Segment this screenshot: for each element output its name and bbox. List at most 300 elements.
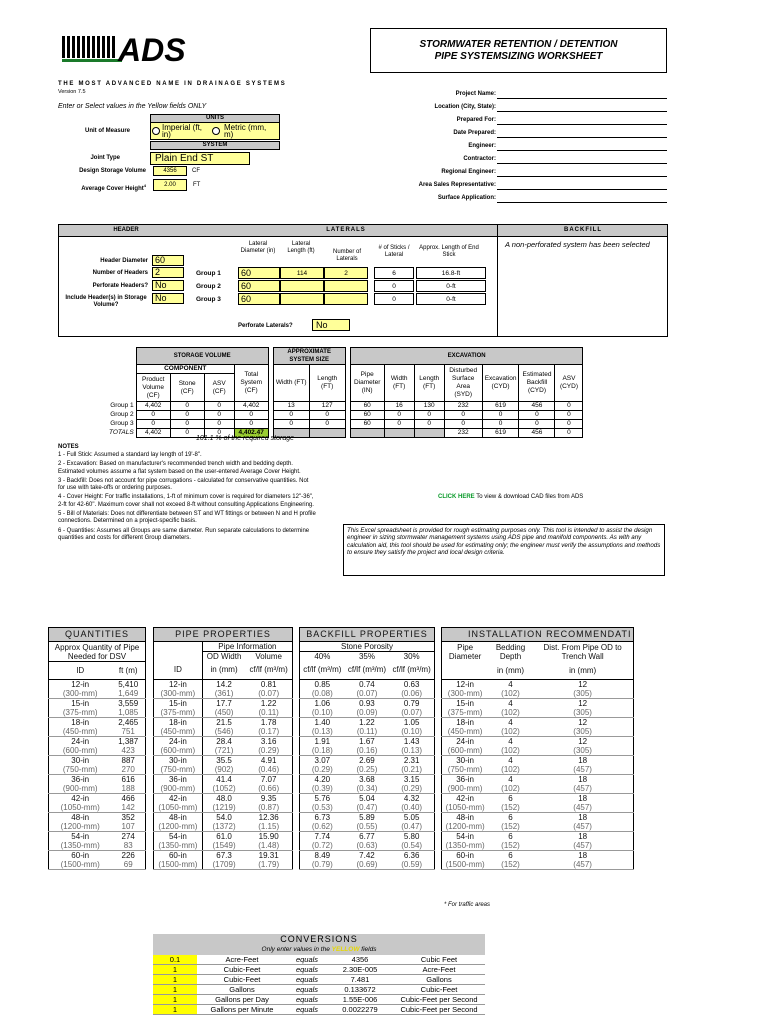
storage-percentage: 101.1 % of the required storage <box>195 435 295 442</box>
project-field-label: Contractor: <box>463 156 496 162</box>
average-cover-height-text: Average Cover Height <box>81 186 144 192</box>
stone-35-m: (0.09) <box>345 708 390 718</box>
table-row <box>154 822 293 832</box>
worksheet-title-line1: STORMWATER RETENTION / DETENTION <box>419 39 618 50</box>
volume-m: (1.48) <box>245 841 292 851</box>
project-field-label: Date Prepared: <box>453 130 496 136</box>
pipe-id: 54-in <box>154 831 203 841</box>
pipe-id-mm: (375-mm) <box>154 708 203 718</box>
totals-label: TOTALS <box>109 429 134 436</box>
lateral-diameter-input[interactable]: 60 <box>238 293 280 305</box>
pipe-id-mm: (300-mm) <box>154 689 203 699</box>
conversion-input[interactable]: 1 <box>153 965 197 975</box>
end-stick-length-value: 0-ft <box>416 293 486 305</box>
include-headers-select[interactable]: No <box>152 293 184 304</box>
head-row <box>154 652 293 662</box>
conversions-title: CONVERSIONS <box>153 934 485 945</box>
table-row <box>154 793 293 803</box>
lateral-diameter-input[interactable]: 60 <box>238 280 280 292</box>
approx-value: 0 <box>273 411 309 420</box>
table-cell <box>107 365 136 374</box>
bedding-depth: 6 <box>508 851 513 860</box>
total-system-head: Total System (CF) <box>234 365 268 402</box>
conversion-row <box>153 995 485 1005</box>
pipe-id: 54-in <box>71 832 90 841</box>
storage-value: 0 <box>136 420 170 429</box>
pipe-id: 12-in <box>154 679 203 689</box>
conversion-row <box>153 1005 485 1015</box>
table-row <box>154 717 293 727</box>
project-field-row <box>380 115 670 127</box>
disclaimer-box: This Excel spreadsheet is provided for rough estimating purposes only. This tool is intended to assist the design engineer in sizing stormwater management systems using ADS pipe and manifold components. As with any calculation aid, this tool should be used for estimating only; the engineer must verify the assumptions and methods to ensure they satisfy the project and local design criteria. <box>343 524 665 576</box>
project-field-input[interactable] <box>497 167 667 177</box>
pipe-id: 48-in <box>71 813 90 822</box>
table-row <box>442 737 634 747</box>
id-head: ID <box>49 662 112 680</box>
backfill-divider <box>497 224 498 337</box>
stone-30-m: (0.06) <box>389 689 434 699</box>
table-row <box>154 765 293 775</box>
pipe-diameter-mm: (1200-mm) <box>442 822 489 832</box>
pipe-id: 18-in <box>154 717 203 727</box>
table-row <box>442 832 634 842</box>
quantities-subtitle: Approx Quantity of Pipe Needed for DSV <box>49 642 146 662</box>
excavation-value: 0 <box>444 411 482 420</box>
project-field-label: Prepared For: <box>456 117 496 123</box>
number-of-headers-input[interactable]: 2 <box>152 267 184 278</box>
od-width-mm: (1372) <box>202 822 245 832</box>
conv-sub-post: fields <box>359 946 377 953</box>
excavation-total: 232 <box>444 429 482 438</box>
project-field-input[interactable] <box>497 128 667 138</box>
conversion-from-unit: Gallons per Day <box>197 995 287 1005</box>
conversion-input[interactable]: 1 <box>153 985 197 995</box>
stone-40-m: (0.79) <box>300 860 345 870</box>
group-label: Group 3 <box>110 420 134 427</box>
excavation-value: 16 <box>384 402 414 411</box>
excavation-value: 619 <box>482 402 519 411</box>
stone-35-m: (0.11) <box>345 727 390 737</box>
volume: 9.35 <box>260 793 277 803</box>
lateral-diameter-input[interactable]: 60 <box>238 267 280 279</box>
stone-30: 0.79 <box>403 698 420 708</box>
project-field-input[interactable] <box>497 115 667 125</box>
table-row <box>300 841 435 851</box>
storage-subhead-row <box>107 365 583 374</box>
conversion-from-unit: Cubic-Feet <box>197 965 287 975</box>
od-width-mm: (1549) <box>202 841 245 851</box>
qty-ft: 226 <box>121 851 135 860</box>
pipe-diameter: 48-in <box>456 813 475 822</box>
pipe-id: 15-in <box>154 698 203 708</box>
table-row <box>300 765 435 775</box>
storage-group-row <box>107 402 583 411</box>
conversion-from-unit: Gallons per Minute <box>197 1005 287 1015</box>
stone-40: 8.49 <box>314 850 331 860</box>
average-cover-height-input[interactable]: 2.00 <box>153 179 187 191</box>
trench-dist: 18 <box>578 756 588 765</box>
title-row <box>442 628 634 642</box>
table-row <box>49 680 146 690</box>
porosity-head: 30% <box>403 652 420 661</box>
table-row <box>300 860 435 870</box>
pipe-id: 48-in <box>154 812 203 822</box>
pipe-properties-title: PIPE PROPERTIES <box>154 628 293 642</box>
od-width: 17.7 <box>216 698 232 708</box>
stone-30-m: (0.40) <box>389 803 434 813</box>
pipe-id: 60-in <box>71 851 90 860</box>
project-field-label: Engineer: <box>468 143 496 149</box>
stone-35: 1.67 <box>359 736 375 746</box>
note-item: 6 - Quantities: Assumes all Groups are same diameter. Run separate calculations to determine quantities and costs for different Group diameters. <box>58 527 310 541</box>
project-field-row <box>380 89 670 101</box>
pipe-id: 30-in <box>71 756 90 765</box>
exc-head: Disturbed Surface Area (SYD) <box>444 365 482 402</box>
volume-m: (1.79) <box>245 860 292 870</box>
lateral-length-input[interactable]: 114 <box>280 267 324 279</box>
pipe-id-mm: (750-mm) <box>49 765 112 775</box>
number-of-laterals-input[interactable] <box>324 280 368 292</box>
table-row <box>300 698 435 708</box>
trench-dist-mm: (305) <box>533 689 633 699</box>
storage-volume-title: STORAGE VOLUME <box>136 348 268 365</box>
storage-value: 0 <box>170 420 204 429</box>
approx-value: 0 <box>273 420 309 429</box>
table-row <box>442 822 634 832</box>
volume-m: (1.15) <box>245 822 292 832</box>
table-row <box>49 803 146 813</box>
stone-30-m: (0.10) <box>389 727 434 737</box>
excavation-value: 0 <box>555 411 583 420</box>
table-row <box>154 689 293 699</box>
project-field-label: Project Name: <box>455 91 496 97</box>
volume: 1.78 <box>260 717 277 727</box>
excavation-value: 0 <box>519 411 555 420</box>
porosity-head: 40% <box>314 652 331 661</box>
table-row <box>49 775 146 785</box>
stone-30-m: (0.13) <box>389 746 434 756</box>
porosity-unit: cf/lf (m³/m) <box>345 661 390 679</box>
cell <box>154 642 203 652</box>
stone-30: 1.05 <box>403 717 420 727</box>
table-row <box>300 755 435 765</box>
total-value: 0 <box>170 429 204 438</box>
exc-head: Pipe Diameter (IN) <box>350 365 384 402</box>
cad-link-row <box>438 494 583 501</box>
perforate-headers-select[interactable]: No <box>152 280 184 291</box>
lateral-length-input[interactable] <box>280 280 324 292</box>
equals-label: equals <box>287 1005 327 1015</box>
table-row <box>154 679 293 689</box>
stone-35: 0.93 <box>359 698 375 708</box>
stone-30: 3.15 <box>403 774 420 784</box>
od-width: 28.4 <box>216 736 232 746</box>
trench-dist-mm: (457) <box>533 860 633 870</box>
table-row <box>442 708 634 718</box>
bedding-depth: 4 <box>508 775 513 784</box>
pipe-diameter-mm: (1500-mm) <box>442 860 489 870</box>
volume-unit: CF <box>192 168 200 174</box>
stone-40-m: (0.53) <box>300 803 345 813</box>
stone-porosity-subtitle: Stone Porosity <box>300 642 435 652</box>
sticks-per-lateral-value: 6 <box>374 267 414 279</box>
table-row <box>49 765 146 775</box>
conversion-input[interactable]: 1 <box>153 995 197 1005</box>
pipe-diameter: 15-in <box>456 699 475 708</box>
stone-30: 2.31 <box>403 755 420 765</box>
sub-row <box>154 642 293 652</box>
conversion-result: 2.30E-005 <box>327 965 393 975</box>
table-row <box>300 727 435 737</box>
od-width-mm: (1709) <box>202 860 245 870</box>
lateral-length-head: Lateral Length (ft) <box>287 241 315 254</box>
project-field-row <box>380 128 670 140</box>
table-row <box>154 698 293 708</box>
excavation-total <box>414 429 444 438</box>
qty-ft: 2,465 <box>118 718 139 727</box>
stone-40-m: (0.39) <box>300 784 345 794</box>
od-width: 35.5 <box>216 755 232 765</box>
table-row <box>300 831 435 841</box>
laterals-section-title: LATERALS <box>326 227 366 233</box>
approx-value: 0 <box>309 420 345 429</box>
pipe-id-mm: (1200-mm) <box>49 822 112 832</box>
qty-m: 188 <box>111 784 145 794</box>
table-row <box>300 774 435 784</box>
conversion-input[interactable]: 0.1 <box>153 955 197 965</box>
table-row <box>300 736 435 746</box>
pipe-id: 42-in <box>154 793 203 803</box>
pipe-diameter-mm: (600-mm) <box>442 746 489 756</box>
project-field-input[interactable] <box>497 193 667 203</box>
table-row <box>442 699 634 709</box>
sticks-per-lateral-value: 0 <box>374 280 414 292</box>
table-row <box>154 850 293 860</box>
component-head: COMPONENT <box>136 365 234 374</box>
trench-dist-mm: (457) <box>533 822 633 832</box>
trench-dist: 18 <box>578 794 588 803</box>
pipe-diameter: 60-in <box>456 851 475 860</box>
trench-dist: 12 <box>578 680 588 689</box>
ads-logo <box>62 34 194 70</box>
stone-40-m: (0.18) <box>300 746 345 756</box>
pipe-id-mm: (750-mm) <box>154 765 203 775</box>
stone-40-m: (0.29) <box>300 765 345 775</box>
equals-label: equals <box>287 955 327 965</box>
perforate-headers-label: Perforate Headers? <box>92 283 148 289</box>
trench-dist: 18 <box>578 813 588 822</box>
pipe-diameter-mm: (750-mm) <box>442 765 489 775</box>
table-row <box>300 746 435 756</box>
unit-of-measure-label: Unit of Measure <box>84 128 130 134</box>
stone-35: 7.42 <box>359 850 375 860</box>
conversion-to-unit: Cubic-Feet per Second <box>393 1005 485 1015</box>
project-field-input[interactable] <box>497 89 667 99</box>
backfill-properties-title: BACKFILL PROPERTIES <box>300 628 435 642</box>
number-of-laterals-input[interactable] <box>324 293 368 305</box>
od-width-mm: (546) <box>202 727 245 737</box>
bedding-depth-mm: (152) <box>488 803 533 813</box>
joint-type-select[interactable]: Plain End ST <box>150 152 250 165</box>
instruction-text: Enter or Select values in the Yellow fields ONLY <box>58 103 207 110</box>
table-row <box>49 860 146 870</box>
pipe-id-mm: (600-mm) <box>154 746 203 756</box>
pipe-id-mm: (1350-mm) <box>49 841 112 851</box>
project-field-row <box>380 102 670 114</box>
table-row <box>442 775 634 785</box>
conversion-input[interactable]: 1 <box>153 975 197 985</box>
conversions-table <box>153 934 485 1015</box>
head-row <box>300 652 435 662</box>
header-diameter-input[interactable]: 60 <box>152 255 184 266</box>
notes-title: NOTES <box>58 444 79 450</box>
click-here-link[interactable]: CLICK HERE <box>438 494 475 500</box>
bedding-depth-mm: (102) <box>488 784 533 794</box>
table-row <box>300 803 435 813</box>
pipe-diameter: 24-in <box>456 737 475 746</box>
bedding-depth-mm: (102) <box>488 746 533 756</box>
stone-40: 7.74 <box>314 831 331 841</box>
number-of-laterals-input[interactable]: 2 <box>324 267 368 279</box>
table-row <box>154 803 293 813</box>
bedding-depth: 6 <box>508 832 513 841</box>
bedding-depth-mm: (152) <box>488 822 533 832</box>
stone-40: 6.73 <box>314 812 331 822</box>
conversion-to-unit: Cubic-Feet <box>393 985 485 995</box>
metric-radio[interactable] <box>212 127 220 135</box>
head-row <box>49 662 146 680</box>
equals-label: equals <box>287 985 327 995</box>
table-row <box>154 755 293 765</box>
table-row <box>49 794 146 804</box>
stone-35-m: (0.07) <box>345 689 390 699</box>
excavation-value: 0 <box>384 420 414 429</box>
pipe-id: 36-in <box>71 775 90 784</box>
conversion-input[interactable]: 1 <box>153 1005 197 1015</box>
stone-35: 0.74 <box>359 679 375 689</box>
qty-m: 423 <box>111 746 145 756</box>
table-cell <box>107 374 136 402</box>
backfill-section-title: BACKFILL <box>564 227 602 233</box>
conv-sub-pre: Only enter values in the <box>261 946 332 953</box>
metric-radio-label: Metric (mm, m) <box>224 123 267 139</box>
design-storage-volume-input[interactable]: 4356 <box>153 166 187 176</box>
project-field-input[interactable] <box>497 180 667 190</box>
table-row <box>154 831 293 841</box>
od-width-head: OD Width <box>206 652 242 661</box>
stone-40-m: (0.10) <box>300 708 345 718</box>
approx-width-head: Width (FT) <box>273 365 309 402</box>
volume: 15.90 <box>258 831 279 841</box>
qty-ft: 616 <box>121 775 135 784</box>
qty-m: 270 <box>111 765 145 775</box>
project-field-row <box>380 141 670 153</box>
table-row <box>49 851 146 861</box>
stone-35-m: (0.55) <box>345 822 390 832</box>
logo-tagline: THE MOST ADVANCED NAME IN DRAINAGE SYSTEMS <box>58 81 287 87</box>
porosity-unit: cf/lf (m³/m) <box>300 661 345 679</box>
trench-dist: 12 <box>578 718 588 727</box>
approx-value: 13 <box>273 402 309 411</box>
conversions-subtitle <box>153 945 485 955</box>
traffic-footnote: * For traffic areas <box>444 902 491 908</box>
trench-dist-mm: (305) <box>533 727 633 737</box>
conversion-to-unit: Cubic-Feet per Second <box>393 995 485 1005</box>
stone-35-m: (0.63) <box>345 841 390 851</box>
table-row <box>300 679 435 689</box>
volume: 12.36 <box>258 812 279 822</box>
project-field-input[interactable] <box>497 102 667 112</box>
excavation-total: 0 <box>555 429 583 438</box>
od-width-mm: (902) <box>202 765 245 775</box>
storage-value: 0 <box>204 402 234 411</box>
stone-35-m: (0.69) <box>345 860 390 870</box>
excavation-value: 130 <box>414 402 444 411</box>
pipe-id-mm: (1500-mm) <box>154 860 203 870</box>
stone-30: 5.05 <box>403 812 420 822</box>
sticks-per-lateral-value: 0 <box>374 293 414 305</box>
qty-m: 107 <box>111 822 145 832</box>
project-field-label: Regional Engineer: <box>441 169 496 175</box>
unit-row <box>300 661 435 679</box>
cell <box>442 662 489 680</box>
project-field-row <box>380 193 670 205</box>
stone-30-m: (0.59) <box>389 860 434 870</box>
exc-head: Estimated Backfill (CYD) <box>519 365 555 402</box>
bedding-depth-mm: (152) <box>488 841 533 851</box>
table-row <box>442 794 634 804</box>
project-field-input[interactable] <box>497 141 667 151</box>
volume-m: (0.17) <box>245 727 292 737</box>
pipe-diameter: 18-in <box>456 718 475 727</box>
table-row <box>49 832 146 842</box>
pipe-diameter-head: Pipe Diameter <box>448 642 482 661</box>
table-row <box>442 765 634 775</box>
pipe-id-mm: (1050-mm) <box>49 803 112 813</box>
title-row <box>154 628 293 642</box>
excavation-value: 0 <box>482 420 519 429</box>
trench-dist: 12 <box>578 699 588 708</box>
conversion-row <box>153 955 485 965</box>
trench-dist: 18 <box>578 775 588 784</box>
exc-head: ASV (CYD) <box>555 365 583 402</box>
trench-dist-mm: (457) <box>533 765 633 775</box>
imperial-radio[interactable] <box>152 127 160 135</box>
excavation-value: 0 <box>519 420 555 429</box>
perforate-laterals-select[interactable]: No <box>312 319 350 331</box>
end-stick-length-value: 0-ft <box>416 280 486 292</box>
pipe-id-mm: (1500-mm) <box>49 860 112 870</box>
pipe-id: 15-in <box>71 699 90 708</box>
volume: 0.81 <box>260 679 277 689</box>
table-row <box>442 860 634 870</box>
conversion-to-unit: Gallons <box>393 975 485 985</box>
ft-head: ft (m) <box>111 662 145 680</box>
trench-wall-head: Dist. From Pipe OD to Trench Wall <box>543 642 622 661</box>
stone-40-m: (0.72) <box>300 841 345 851</box>
project-field-input[interactable] <box>497 154 667 164</box>
stone-30-m: (0.47) <box>389 822 434 832</box>
end-stick-length-value: 16.8-ft <box>416 267 486 279</box>
trench-dist-mm: (305) <box>533 746 633 756</box>
sub-row <box>49 642 146 662</box>
od-width-mm: (1219) <box>202 803 245 813</box>
lateral-diameter-head: Lateral Diameter (in) <box>240 241 276 254</box>
lateral-length-input[interactable] <box>280 293 324 305</box>
stone-35: 3.68 <box>359 774 375 784</box>
excavation-total: 619 <box>482 429 519 438</box>
volume-m: (0.46) <box>245 765 292 775</box>
